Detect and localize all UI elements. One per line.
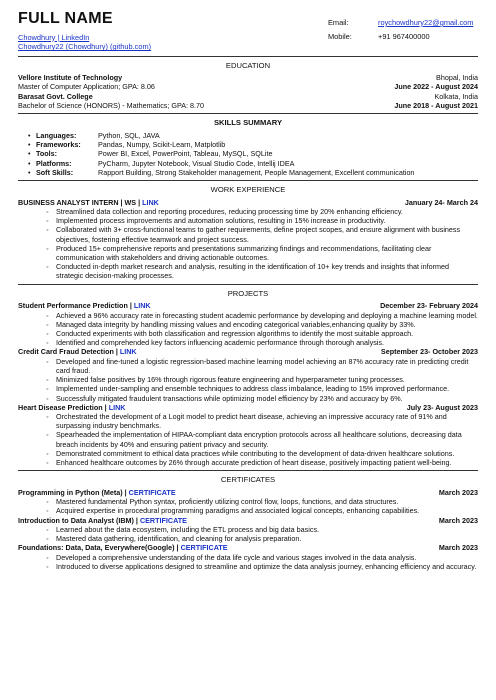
certificate-title	[18, 488, 176, 497]
circle-bullet-icon: ◦	[46, 356, 49, 366]
job-title	[18, 198, 159, 207]
skills-list	[18, 131, 478, 177]
certificate-link[interactable]: CERTIFICATE	[139, 515, 187, 525]
certificate-bullets	[18, 553, 478, 571]
circle-bullet-icon: ◦	[46, 319, 49, 329]
bullet-item	[46, 216, 478, 225]
skill-values: Power BI, Excel, PowerPoint, Tableau, MySQL, SQLite	[98, 149, 273, 159]
bullet-item	[46, 311, 478, 320]
skill-row	[28, 149, 478, 158]
experience-list	[18, 198, 478, 281]
mobile-number: +91 967400000	[378, 32, 430, 42]
bullet-item	[46, 357, 478, 375]
bullet-item	[46, 534, 478, 543]
certificate-dates: March 2023	[438, 488, 478, 497]
skill-row	[28, 131, 478, 140]
certificate-bullets	[18, 497, 478, 515]
circle-bullet-icon: ◦	[46, 216, 49, 226]
bullet-item	[46, 225, 478, 243]
bullet-text: Minimized false positives by 16% through rigorous feature engineering and hyperparameter tuning processes.	[56, 375, 405, 385]
certificate-dates: March 2023	[438, 543, 478, 553]
bullet-text: Achieved a 96% accuracy rate in forecasting student academic performance by developing and deploying a machine learning model.	[56, 310, 478, 320]
skill-values: PyCharm, Jupyter Notebook, Visual Studio Code, Intellij IDEA	[98, 158, 295, 168]
bullet-item	[46, 320, 478, 329]
project-link[interactable]: LINK	[108, 402, 126, 412]
job-header	[18, 198, 478, 207]
bullet-item	[46, 497, 478, 506]
project-header	[18, 301, 478, 310]
project-name: Credit Card Fraud Detection |	[18, 347, 118, 357]
bullet-item	[46, 449, 478, 458]
bullet-icon: •	[28, 149, 31, 159]
circle-bullet-icon: ◦	[46, 243, 49, 253]
circle-bullet-icon: ◦	[46, 384, 49, 394]
skill-values: Rapport Building, Strong Stakeholder management, People Management, Excellent communication	[98, 167, 415, 177]
project-link[interactable]: LINK	[119, 347, 137, 357]
bullet-text: Spearheaded the implementation of HIPAA-compliant data encryption protocols across all healthcare solutions, decreasing data breach incidents by 40% and ensuring patient privacy and security.	[56, 430, 462, 449]
project-header	[18, 403, 478, 412]
bullet-item	[46, 458, 478, 467]
education-details	[18, 101, 478, 110]
project-bullets	[18, 311, 478, 348]
education-list	[18, 73, 478, 110]
project-title	[18, 301, 151, 310]
certificate-name: Introduction to Data Analyst (IBM) |	[18, 515, 138, 525]
certificates-heading: CERTIFICATES	[220, 475, 276, 485]
project-name: Heart Disease Prediction |	[18, 402, 107, 412]
circle-bullet-icon: ◦	[46, 448, 49, 458]
bullet-item	[46, 553, 478, 562]
project-dates: July 23- August 2023	[406, 402, 478, 412]
skill-category: Soft Skills:	[36, 167, 74, 177]
bullet-text: Managed data integrity by handling missing values and encoding categorical variables,enhancing quality by 33%.	[56, 319, 416, 329]
bullet-text: Implemented under-sampling and ensemble techniques to address class imbalance, leading to 15% improved performance.	[56, 384, 450, 394]
bullet-text: Learned about the data ecosystem, including the ETL process and big data basics.	[56, 524, 320, 534]
education-dates: June 2022 - August 2024	[394, 82, 478, 92]
degree: Bachelor of Science (HONORS) - Mathematics; GPA: 8.70	[18, 100, 205, 110]
skill-category: Frameworks:	[36, 140, 81, 150]
education-heading: EDUCATION	[225, 60, 271, 70]
certificate-header	[18, 488, 478, 497]
certificate-link[interactable]: CERTIFICATE	[128, 488, 176, 497]
project-dates: September 23- October 2023	[380, 347, 478, 357]
bullet-item	[46, 394, 478, 403]
certificate-name: Foundations: Data, Data, Everywhere(Google) |	[18, 543, 179, 553]
project-dates: December 23- February 2024	[380, 301, 478, 311]
education-entry	[18, 73, 478, 82]
bullet-text: Mastered data gathering, identification, and cleaning for analysis preparation.	[56, 534, 302, 544]
mobile-label: Mobile:	[328, 32, 352, 42]
school-location: Bhopal, India	[436, 73, 478, 83]
circle-bullet-icon: ◦	[46, 206, 49, 216]
bullet-text: Introduced to diverse applications designed to streamline and optimize the data analysis journey, enhancing efficiency and accuracy.	[56, 561, 477, 571]
skill-values: Python, SQL, JAVA	[98, 130, 160, 140]
school-location: Kolkata, India	[434, 91, 478, 101]
bullet-text: Enhanced healthcare outcomes by 26% through accurate prediction of heart disease, positively impacting patient well-being.	[56, 458, 452, 468]
circle-bullet-icon: ◦	[46, 338, 49, 348]
resume-header	[18, 10, 478, 52]
circle-bullet-icon: ◦	[46, 310, 49, 320]
bullet-text: Conducted experiments with both classification and regression algorithms to identify the most suitable approach.	[56, 329, 414, 338]
bullet-text: Streamlined data collection and reporting procedures, reducing processing time by 20% enhancing efficiency.	[56, 206, 403, 216]
projects-list	[18, 301, 478, 467]
bullet-text: Developed a comprehensive understanding of the data life cycle and various stages involved in the data analysis.	[56, 552, 417, 562]
circle-bullet-icon: ◦	[46, 225, 49, 235]
bullet-text: Acquired expertise in procedural programming paradigms and associated logical concepts, enhancing capabilities.	[56, 506, 420, 516]
school-name: Vellore Institute of Technology	[18, 73, 123, 83]
header-left	[18, 10, 151, 52]
bullet-text: Demonstrated commitment to ethical data practices while contributing to the development of data-driven healthcare solutions.	[56, 448, 455, 458]
bullet-icon: •	[28, 167, 31, 177]
circle-bullet-icon: ◦	[46, 458, 49, 468]
circle-bullet-icon: ◦	[46, 561, 49, 571]
bullet-item	[46, 506, 478, 515]
bullet-item	[46, 562, 478, 571]
bullet-text: Collaborated with 3+ cross-functional teams to gather requirements, define project scopes, and ensure alignment with business objectives, fostering effective teamwork and project success.	[56, 225, 461, 244]
circle-bullet-icon: ◦	[46, 329, 49, 338]
skill-category: Platforms:	[36, 158, 72, 168]
circle-bullet-icon: ◦	[46, 552, 49, 562]
bullet-item	[46, 412, 478, 430]
certificate-header	[18, 543, 478, 552]
bullet-text: Orchestrated the development of a Logit model to predict heart disease, achieving an impressive accuracy rate of 91% and surpassing industry benchmarks.	[56, 411, 447, 431]
bullet-item	[46, 384, 478, 393]
circle-bullet-icon: ◦	[46, 534, 49, 544]
certificates-list	[18, 488, 478, 571]
bullet-text: Produced 15+ comprehensive reports and presentations summarizing findings and recommendations, facilitating clear communication with stakeholders and driving actionable outcomes.	[56, 243, 432, 262]
bullet-item	[46, 525, 478, 534]
project-link[interactable]: LINK	[133, 301, 151, 311]
education-entry	[18, 92, 478, 101]
job-bullets	[18, 207, 478, 281]
skills-heading: SKILLS SUMMARY	[213, 118, 283, 128]
certificate-link[interactable]: CERTIFICATE	[180, 543, 228, 553]
project-title	[18, 403, 125, 412]
contact-block	[328, 10, 478, 52]
skill-category: Tools:	[36, 149, 58, 159]
job-link[interactable]: LINK	[142, 197, 159, 207]
circle-bullet-icon: ◦	[46, 430, 49, 440]
certificate-title	[18, 516, 187, 525]
circle-bullet-icon: ◦	[46, 497, 49, 507]
bullet-text: Conducted in-depth market research and analysis, resulting in the identification of 10+ key trends and insights that informed strategic decision-making processes.	[56, 262, 449, 281]
project-title	[18, 347, 137, 356]
bullet-item	[46, 338, 478, 347]
job-dates: January 24- March 24	[404, 197, 478, 207]
certificate-header	[18, 516, 478, 525]
job-name: BUSINESS ANALYST INTERN | WS |	[18, 197, 141, 207]
education-dates: June 2018 - August 2021	[394, 100, 478, 110]
bullet-item	[46, 430, 478, 448]
bullet-text: Implemented process improvements and automation solutions, resulting in 15% increase in productivity.	[56, 216, 386, 226]
certificate-dates: March 2023	[438, 515, 478, 525]
skill-category: Languages:	[36, 130, 77, 140]
linkedin-link[interactable]: Chowdhury | LinkedIn	[18, 32, 90, 42]
project-name: Student Performance Prediction |	[18, 301, 132, 311]
bullet-icon: •	[28, 140, 31, 150]
bullet-item	[46, 244, 478, 262]
full-name: FULL NAME	[18, 10, 113, 27]
circle-bullet-icon: ◦	[46, 375, 49, 385]
certificate-title	[18, 543, 228, 552]
project-bullets	[18, 412, 478, 467]
education-details	[18, 82, 478, 91]
project-header	[18, 347, 478, 356]
certificate-bullets	[18, 525, 478, 543]
circle-bullet-icon: ◦	[46, 506, 49, 516]
bullet-item	[46, 329, 478, 338]
bullet-item	[46, 207, 478, 216]
experience-heading: WORK EXPERIENCE	[210, 184, 286, 194]
school-name: Barasat Govt. College	[18, 91, 93, 101]
bullet-icon: •	[28, 158, 31, 168]
bullet-text: Mastered fundamental Python syntax, proficiently utilizing control flow, loops, functions, and data structures.	[56, 497, 399, 507]
bullet-item	[46, 375, 478, 384]
skill-row	[28, 140, 478, 149]
bullet-text: Developed and fine-tuned a logistic regression-based machine learning model achieving an 87% accuracy rate in predicting credit card fraud.	[56, 356, 469, 375]
circle-bullet-icon: ◦	[46, 262, 49, 272]
github-link[interactable]: Chowdhury22 (Chowdhury) (github.com)	[18, 42, 152, 52]
email-label: Email:	[328, 18, 349, 27]
bullet-text: Successfully mitigated fraudulent transactions while optimizing model efficiency by 23% and accuracy by 6%.	[56, 393, 403, 403]
project-bullets	[18, 357, 478, 403]
bullet-text: Identified and comprehended key factors influencing academic performance through thorough analysis.	[56, 338, 385, 348]
bullet-item	[46, 262, 478, 280]
circle-bullet-icon: ◦	[46, 524, 49, 534]
certificate-name: Programming in Python (Meta) |	[18, 488, 127, 497]
circle-bullet-icon: ◦	[46, 411, 49, 421]
circle-bullet-icon: ◦	[46, 393, 49, 403]
projects-heading: PROJECTS	[227, 288, 269, 298]
email-link[interactable]: roychowdhury22@gmail.com	[378, 18, 474, 27]
bullet-icon: •	[28, 130, 31, 140]
skill-values: Pandas, Numpy, Scikit-Learn, Matplotlib	[98, 140, 226, 150]
degree: Master of Computer Application; GPA: 8.06	[18, 82, 155, 92]
skill-row	[28, 168, 478, 177]
skill-row	[28, 159, 478, 168]
